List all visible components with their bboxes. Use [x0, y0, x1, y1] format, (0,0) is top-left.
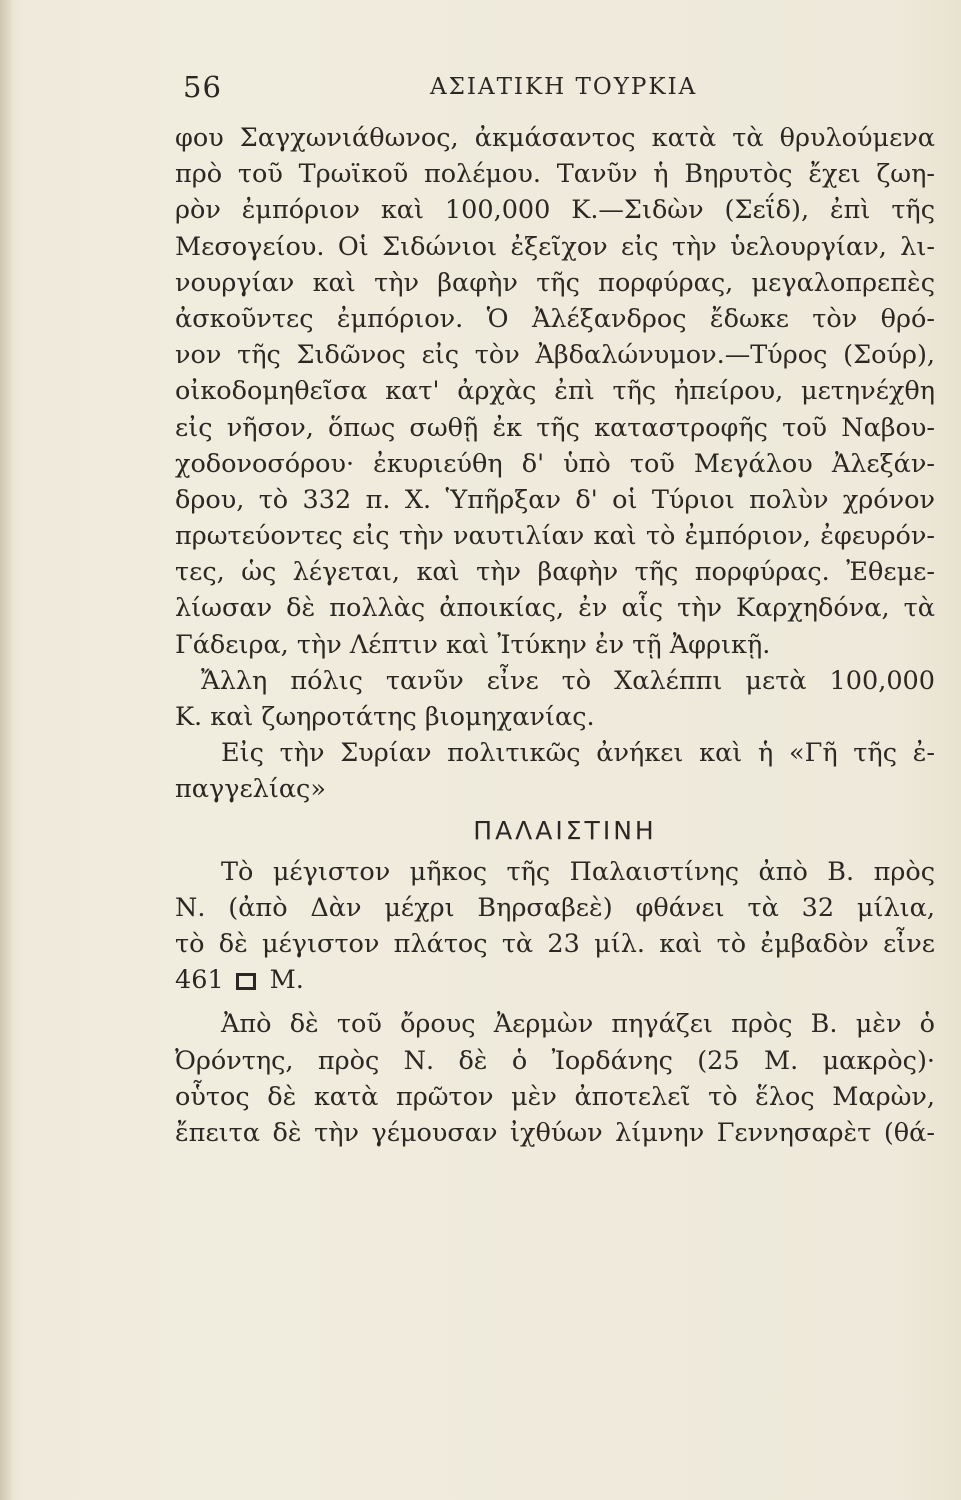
- area-unit: Μ.: [269, 965, 304, 996]
- page-header: [175, 70, 935, 110]
- text-line: Κ. καὶ ζωηροτάτης βιομηχανίας.: [175, 702, 595, 732]
- text-line: Τὸ μέγιστον μῆκος τῆς Παλαιστίνης ἀπὸ Β. πρὸς: [221, 856, 935, 887]
- text-line: φου Σαγχωνιάθωνος, ἀκμάσαντος κατὰ τὰ θρυλούμενα: [175, 123, 935, 153]
- text-line: Γάδειρα, τὴν Λέπτιν καὶ Ἰτύκην ἐν τῇ Ἀφρικῇ.: [175, 629, 771, 660]
- running-head: ΑΣΙΑΤΙΚΗ ΤΟΥΡΚΙΑ: [430, 74, 698, 100]
- text-line: παγγελίας»: [175, 774, 326, 805]
- section-heading: ΠΑΛΑΙΣΤΙΝΗ: [473, 815, 657, 845]
- text-line: ἀσκοῦντες ἐμπόριον. Ὁ Ἀλέξανδρος ἔδωκε τὸν θρό-: [175, 303, 935, 334]
- text-line: χοδονοσόρου· ἐκυριεύθη δ' ὑπὸ τοῦ Μεγάλου Ἀλεξάν-: [175, 448, 935, 479]
- text-line: Εἰς τὴν Συρίαν πολιτικῶς ἀνήκει καὶ ἡ «Γῆ τῆς ἐ-: [221, 738, 935, 769]
- text-line: Ἄλλη πόλις τανῦν εἶνε τὸ Χαλέππι μετὰ 100,000: [201, 665, 935, 696]
- text-line: οἰκοδομηθεῖσα κατ' ἀρχὰς ἐπὶ τῆς ἠπείρου, μετηνέχθη: [175, 376, 935, 407]
- area-value: 461: [175, 965, 224, 996]
- text-line: δρου, τὸ 332 π. Χ. Ὑπῆρξαν δ' οἱ Τύριοι πολὺν χρόνον: [175, 484, 935, 515]
- text-line: ρὸν ἐμπόριον καὶ 100,000 Κ.—Σιδὼν (Σεΐδ), ἐπὶ τῆς: [175, 195, 935, 226]
- text-line: τες, ὡς λέγεται, καὶ τὴν βαφὴν τῆς πορφύρας. Ἐθεμε-: [175, 557, 935, 588]
- area-line: [175, 962, 935, 998]
- text-line: οὗτος δὲ κατὰ πρῶτον μὲν ἀποτελεῖ τὸ ἕλος Μαρὼν,: [175, 1081, 935, 1112]
- text-line: εἰς νῆσον, ὅπως σωθῇ ἐκ τῆς καταστροφῆς τοῦ Ναβου-: [175, 412, 935, 443]
- page-binding-edge: [0, 0, 12, 1500]
- text-line: νουργίαν καὶ τὴν βαφὴν τῆς πορφύρας, μεγαλοπρεπὲς: [175, 267, 935, 298]
- body-text: [175, 120, 935, 1151]
- text-line: λίωσαν δὲ πολλὰς ἀποικίας, ἐν αἷς τὴν Καρχηδόνα, τὰ: [175, 593, 935, 624]
- text-line: Ν. (ἀπὸ Δὰν μέχρι Βηρσαβεὲ) φθάνει τὰ 32 μίλια,: [175, 892, 935, 923]
- text-line: τὸ δὲ μέγιστον πλάτος τὰ 23 μίλ. καὶ τὸ ἐμβαδὸν εἶνε: [175, 928, 935, 959]
- text-line: Ἀπὸ δὲ τοῦ ὄρους Ἀερμὼν πηγάζει πρὸς Β. μὲν ὁ: [221, 1009, 935, 1040]
- text-line: νον τῆς Σιδῶνος εἰς τὸν Ἀβδαλώνυμον.—Τύρος (Σούρ),: [175, 340, 935, 371]
- text-line: πρὸ τοῦ Τρωϊκοῦ πολέμου. Τανῦν ἡ Βηρυτὸς ἔχει ζωη-: [175, 159, 935, 190]
- text-line: ἔπειτα δὲ τὴν γέμουσαν ἰχθύων λίμνην Γεννησαρὲτ (θά-: [175, 1117, 935, 1148]
- square-miles-icon: [236, 973, 256, 990]
- text-line: πρωτεύοντες εἰς τὴν ναυτιλίαν καὶ τὸ ἐμπόριον, ἐφευρόν-: [175, 521, 935, 552]
- page-number: 56: [183, 70, 222, 104]
- text-line: Μεσογείου. Οἱ Σιδώνιοι ἐξεῖχον εἰς τὴν ὑελουργίαν, λι-: [175, 231, 935, 262]
- text-line: Ὀρόντης, πρὸς Ν. δὲ ὁ Ἰορδάνης (25 Μ. μακρὸς)·: [175, 1045, 935, 1076]
